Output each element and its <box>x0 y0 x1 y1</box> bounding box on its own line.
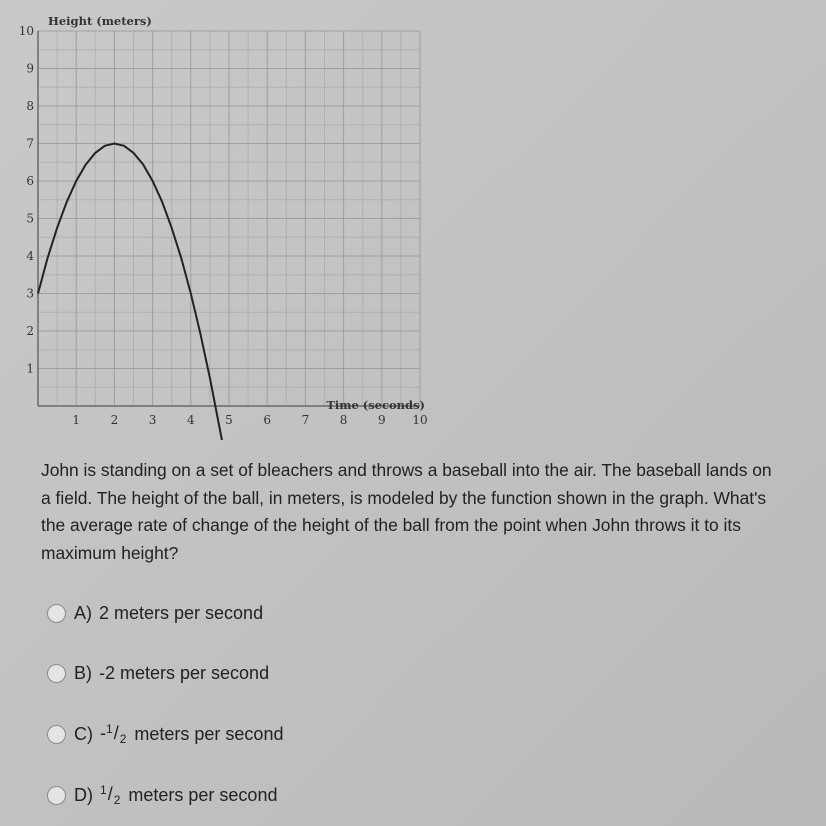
option-d-text: meters per second <box>128 784 278 805</box>
graph-grid <box>38 31 420 406</box>
option-d-denominator: 2 <box>113 793 121 807</box>
x-axis-title: Time (seconds) <box>326 398 425 412</box>
option-c-letter: C) <box>74 723 93 744</box>
option-a-text: 2 meters per second <box>99 602 264 623</box>
question-text: John is standing on a set of bleachers and throws a baseball into the air. The baseball lands on a field. The height of the ball, in meters, is modeled by the function shown in the graph. What's the average rate of change of the height of the ball from the point when John throws it to its maximum height? <box>41 460 772 563</box>
option-c[interactable] <box>47 721 283 747</box>
x-tick-label: 7 <box>301 413 310 427</box>
x-tick-label: 8 <box>339 413 348 427</box>
radio-button-c[interactable] <box>47 725 66 744</box>
option-b-text: -2 meters per second <box>99 662 270 683</box>
y-tick-label: 3 <box>26 286 34 301</box>
radio-button-d[interactable] <box>47 786 66 805</box>
option-d-fraction: $^1/_2$ <box>100 783 121 807</box>
y-axis-title: Height (meters) <box>48 14 152 28</box>
option-c-sign: - <box>100 723 106 743</box>
tick-labels <box>19 24 428 427</box>
option-c-text: meters per second <box>134 723 284 744</box>
y-tick-label: 5 <box>26 211 34 226</box>
x-tick-label: 6 <box>263 413 272 427</box>
y-tick-label: 1 <box>26 361 34 376</box>
x-tick-label: 2 <box>110 413 119 427</box>
x-tick-label: 10 <box>412 413 428 427</box>
option-d-numerator: 1 <box>100 783 107 797</box>
y-tick-label: 2 <box>26 324 34 338</box>
y-tick-label: 8 <box>26 99 34 113</box>
option-a[interactable] <box>47 600 263 626</box>
option-c-fraction: $-^1/_2$ <box>100 722 127 746</box>
option-d-letter: D) <box>74 784 93 805</box>
x-tick-label: 4 <box>186 413 195 427</box>
option-b-letter: B) <box>74 662 92 683</box>
x-tick-label: 1 <box>72 413 81 427</box>
height-curve <box>38 144 224 441</box>
option-c-numerator: 1 <box>106 722 113 736</box>
option-c-denominator: 2 <box>119 732 127 746</box>
x-tick-label: 9 <box>377 413 386 427</box>
x-tick-label: 5 <box>225 413 233 427</box>
option-a-letter: A) <box>74 602 92 623</box>
y-tick-label: 7 <box>26 136 34 151</box>
y-tick-label: 10 <box>18 24 34 38</box>
y-tick-label: 6 <box>26 174 34 188</box>
option-d[interactable] <box>47 782 277 808</box>
radio-button-a[interactable] <box>47 604 66 623</box>
radio-button-b[interactable] <box>47 664 66 683</box>
option-b[interactable] <box>47 660 269 686</box>
y-tick-label: 4 <box>26 249 34 263</box>
y-tick-label: 9 <box>26 61 34 76</box>
x-tick-label: 3 <box>148 413 157 427</box>
